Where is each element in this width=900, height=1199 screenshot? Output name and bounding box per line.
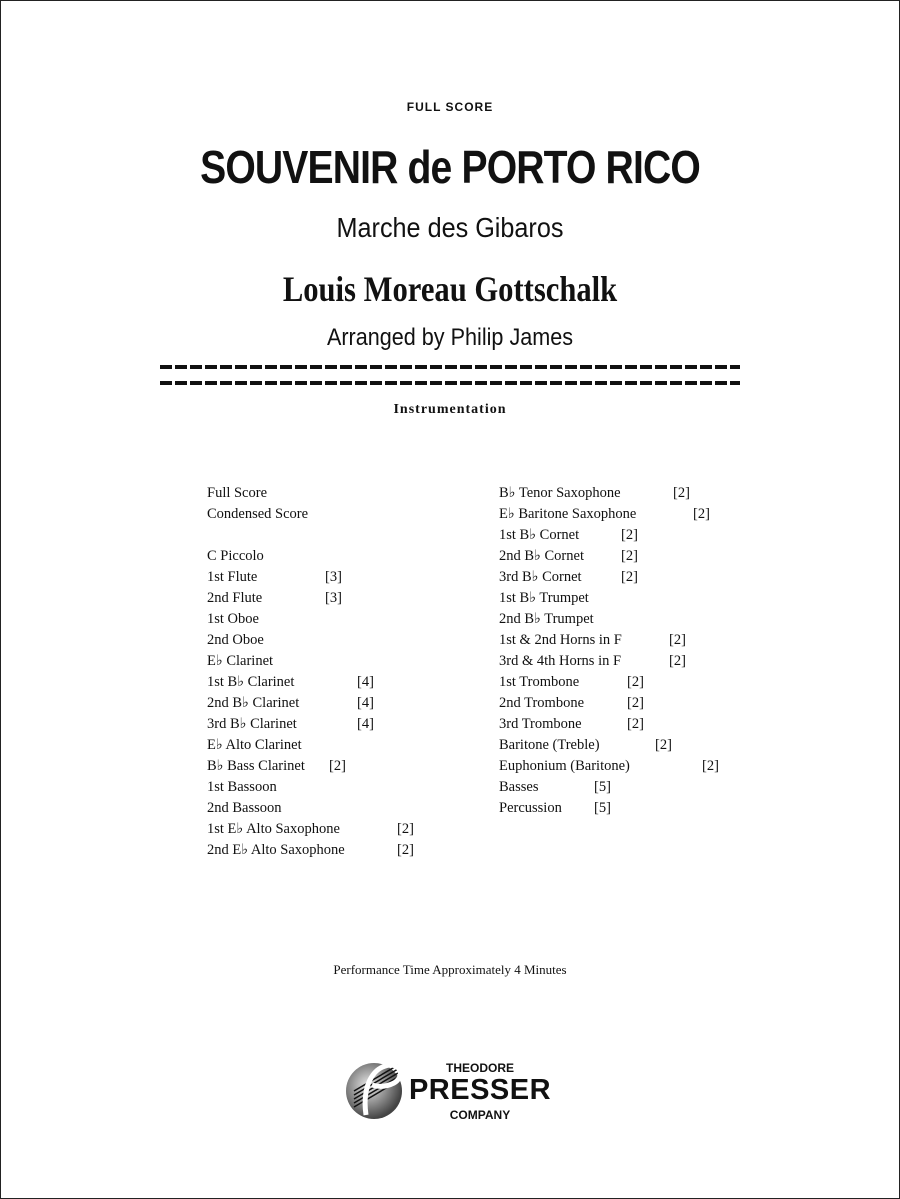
instrument-item bbox=[207, 714, 374, 735]
instrument-item bbox=[499, 693, 644, 714]
instrumentation-list-left bbox=[207, 483, 414, 861]
instrument-item bbox=[207, 840, 414, 861]
instrument-item bbox=[207, 609, 345, 630]
instrument-name: 1st E♭ Alto Saxophone bbox=[207, 821, 340, 837]
instrument-item bbox=[499, 735, 672, 756]
instrument-item bbox=[499, 567, 636, 588]
instrument-name: E♭ Baritone Saxophone bbox=[499, 506, 637, 522]
instrument-item bbox=[207, 777, 345, 798]
publisher-line-1: THEODORE bbox=[445, 1061, 514, 1075]
instrument-name: 3rd & 4th Horns in F bbox=[499, 653, 622, 669]
instrument-item bbox=[207, 651, 345, 672]
instrument-item bbox=[499, 714, 644, 735]
instrument-part-count: [2] bbox=[627, 674, 644, 690]
instrument-item bbox=[207, 546, 345, 567]
publisher-line-2: PRESSER bbox=[408, 1074, 552, 1106]
instrument-name: 2nd Trombone bbox=[499, 695, 585, 711]
instrument-name: 2nd B♭ Cornet bbox=[499, 548, 584, 564]
instrument-part-count: [2] bbox=[669, 653, 686, 669]
instrument-part-count: [2] bbox=[397, 842, 414, 858]
instrument-part-count: [2] bbox=[655, 737, 672, 753]
instrument-part-count: [3] bbox=[325, 590, 342, 606]
instrument-name: 2nd Bassoon bbox=[207, 800, 282, 816]
instrument-item bbox=[499, 588, 636, 609]
instrument-name: E♭ Clarinet bbox=[207, 653, 274, 669]
instrument-item bbox=[499, 525, 636, 546]
instrument-part-count: [2] bbox=[669, 632, 686, 648]
instrumentation-heading: Instrumentation bbox=[393, 402, 507, 417]
instrument-item bbox=[499, 672, 644, 693]
instrument-name: 1st Bassoon bbox=[207, 779, 277, 795]
publisher-line-3: COMPANY bbox=[449, 1108, 511, 1122]
instrument-part-count: [2] bbox=[627, 695, 644, 711]
instrument-item bbox=[207, 672, 374, 693]
instrument-item bbox=[499, 546, 636, 567]
instrument-item bbox=[499, 651, 686, 672]
instrument-name: 2nd B♭ Trumpet bbox=[499, 611, 594, 627]
instrument-item bbox=[207, 630, 345, 651]
instrument-item bbox=[207, 588, 345, 609]
instrument-part-count: [2] bbox=[627, 716, 644, 732]
presser-p-emblem-icon bbox=[344, 1057, 408, 1121]
instrument-item bbox=[499, 483, 690, 504]
instrument-part-count: [2] bbox=[702, 758, 719, 774]
instrument-part-count: [2] bbox=[693, 506, 710, 522]
instrument-name: 3rd B♭ Cornet bbox=[499, 569, 582, 585]
instrument-part-count: [5] bbox=[594, 800, 611, 816]
instrument-name: Full Score bbox=[207, 485, 268, 501]
instrument-name: 1st & 2nd Horns in F bbox=[499, 632, 622, 648]
instrument-part-count: [5] bbox=[594, 779, 611, 795]
instrument-part-count: [2] bbox=[673, 485, 690, 501]
instrument-name: Basses bbox=[499, 779, 539, 795]
performance-time: Performance Time Approximately 4 Minutes bbox=[333, 962, 567, 977]
instrument-name: Euphonium (Baritone) bbox=[499, 758, 630, 774]
instrument-name: C Piccolo bbox=[207, 548, 264, 564]
page-subtitle: Marche des Gibaros bbox=[336, 212, 564, 243]
score-type-label: FULL SCORE bbox=[406, 100, 494, 114]
instrument-item bbox=[207, 693, 374, 714]
instrument-name: E♭ Alto Clarinet bbox=[207, 737, 302, 753]
instrument-item bbox=[499, 756, 719, 777]
instrument-part-count: [2] bbox=[621, 527, 638, 543]
page-title: SOUVENIR de PORTO RICO bbox=[200, 141, 700, 193]
instrument-item bbox=[499, 504, 710, 525]
instrument-part-count: [4] bbox=[357, 695, 374, 711]
instrument-part-count: [3] bbox=[325, 569, 342, 585]
instrument-name: 1st Oboe bbox=[207, 611, 259, 627]
instrument-name: 2nd E♭ Alto Saxophone bbox=[207, 842, 345, 858]
instrument-item bbox=[207, 756, 345, 777]
decorative-divider bbox=[160, 365, 740, 385]
composer-name: Louis Moreau Gottschalk bbox=[282, 269, 618, 309]
instrument-item bbox=[499, 798, 636, 819]
publisher-logo bbox=[344, 1057, 564, 1127]
instrument-name: B♭ Bass Clarinet bbox=[207, 758, 305, 774]
instrument-part-count: [2] bbox=[621, 548, 638, 564]
instrument-part-count: [2] bbox=[329, 758, 346, 774]
instrumentation-list-right bbox=[499, 483, 719, 819]
instrument-name: 3rd Trombone bbox=[499, 716, 582, 732]
instrument-name: 1st B♭ Clarinet bbox=[207, 674, 295, 690]
instrument-item bbox=[499, 609, 636, 630]
instrument-item bbox=[499, 630, 686, 651]
instrument-item bbox=[207, 483, 345, 504]
instrument-item bbox=[207, 567, 345, 588]
instrument-name: 1st B♭ Cornet bbox=[499, 527, 580, 543]
instrument-name: B♭ Tenor Saxophone bbox=[499, 485, 621, 501]
instrument-item bbox=[207, 819, 414, 840]
instrument-name: 2nd Flute bbox=[207, 590, 263, 606]
instrument-name: Condensed Score bbox=[207, 506, 309, 522]
instrument-name: 1st Flute bbox=[207, 569, 258, 585]
instrument-item bbox=[207, 735, 345, 756]
instrument-item bbox=[499, 777, 636, 798]
instrument-name: 1st Trombone bbox=[499, 674, 580, 690]
arranger-credit: Arranged by Philip James bbox=[326, 324, 574, 351]
instrument-item bbox=[207, 504, 345, 525]
instrument-name: Percussion bbox=[499, 800, 562, 816]
instrument-part-count: [4] bbox=[357, 674, 374, 690]
instrument-name: 3rd B♭ Clarinet bbox=[207, 716, 297, 732]
instrument-name: Baritone (Treble) bbox=[499, 737, 600, 753]
instrument-name: 2nd Oboe bbox=[207, 632, 264, 648]
instrument-name: 2nd B♭ Clarinet bbox=[207, 695, 300, 711]
instrument-part-count: [2] bbox=[621, 569, 638, 585]
instrument-name: 1st B♭ Trumpet bbox=[499, 590, 589, 606]
instrument-part-count: [4] bbox=[357, 716, 374, 732]
instrument-part-count: [2] bbox=[397, 821, 414, 837]
instrument-item bbox=[207, 798, 345, 819]
